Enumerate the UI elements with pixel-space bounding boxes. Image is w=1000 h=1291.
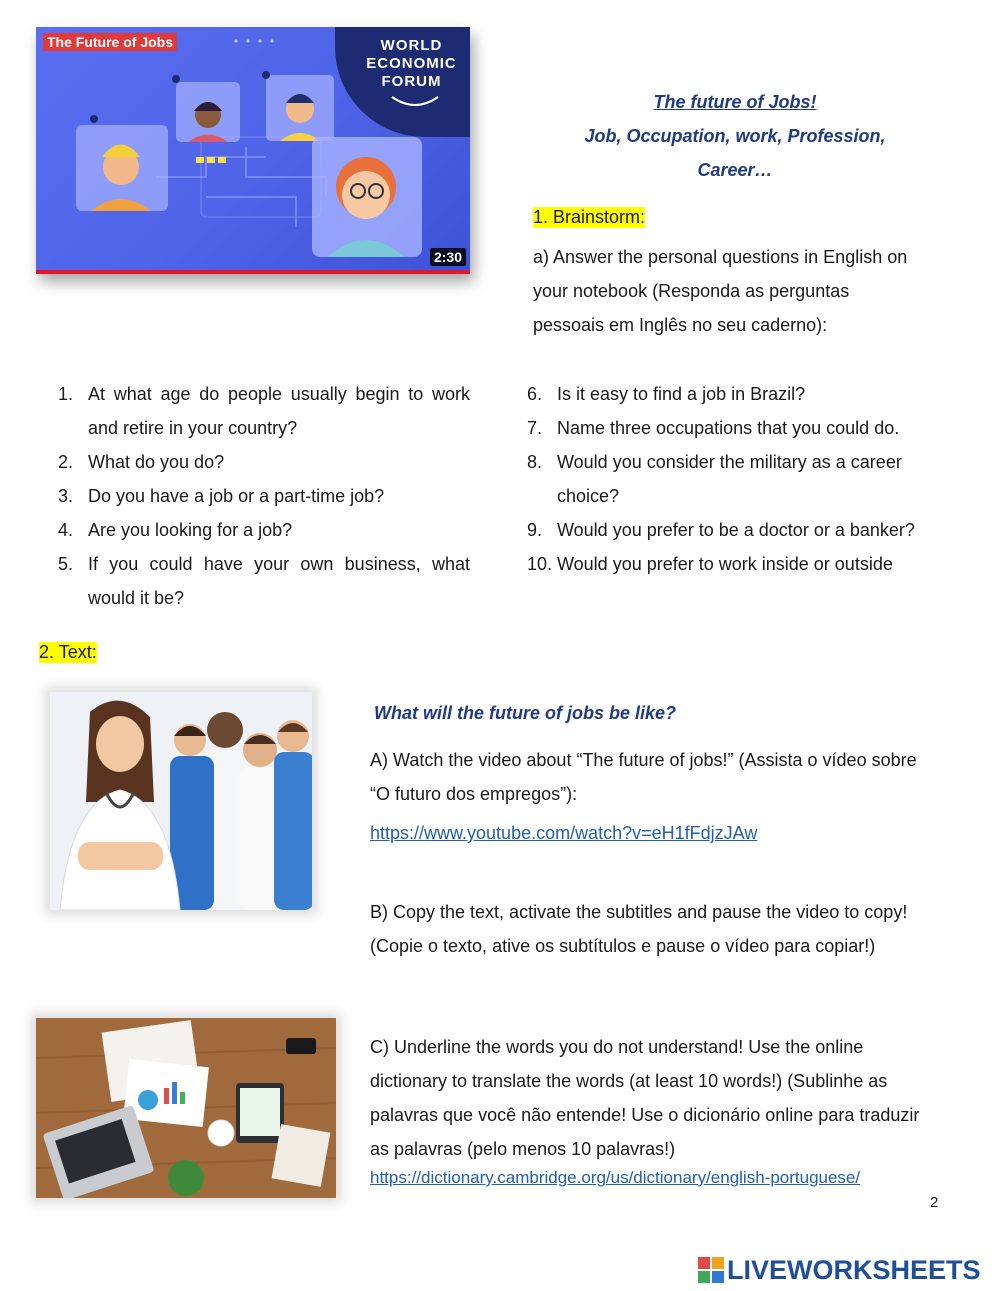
page-subtitle: Job, Occupation, work, Profession, xyxy=(584,126,886,146)
question-number: 1. xyxy=(58,384,74,404)
page-number: 2 xyxy=(930,1194,939,1211)
question-text: Are you looking for a job? xyxy=(88,520,293,540)
question-text: Would you prefer to work inside or outside xyxy=(557,554,893,574)
wef-arc-icon xyxy=(390,95,440,109)
question-text: Name three occupations that you could do. xyxy=(557,418,900,438)
question-number: 2. xyxy=(58,452,74,472)
question-text: What do you do? xyxy=(88,452,225,472)
question-number: 8. xyxy=(527,452,543,472)
question-text: At what age do people usually begin to work and retire in your country? xyxy=(88,384,470,438)
question-list-left xyxy=(58,377,470,615)
question-item xyxy=(527,513,947,547)
question-number: 7. xyxy=(527,418,543,438)
question-text: Do you have a job or a part-time job? xyxy=(88,486,385,506)
page-subtitle: Career… xyxy=(697,160,773,180)
healthcare-team-illustration xyxy=(50,692,312,910)
page-title: The future of Jobs! xyxy=(653,92,817,112)
question-item xyxy=(527,445,947,513)
youtube-link[interactable]: https://www.youtube.com/watch?v=eH1fFdjzJAw xyxy=(370,823,758,843)
instruction-c: C) Underline the words you do not understand! Use the online dictionary to translate the words (at least 10 words!) (Sublinhe as palavras que você não entende! Use o dicionário online para traduzir as palavras (pelo menos 10 palavras!) xyxy=(370,1037,920,1159)
wef-logo-line: WORLD xyxy=(380,37,443,54)
office-desk-photo xyxy=(36,1018,336,1198)
instruction-a: A) Watch the video about “The future of jobs!” (Assista o vídeo sobre “O futuro dos empregos”): xyxy=(370,750,917,804)
question-text: If you could have your own business, what would it be? xyxy=(88,554,470,608)
brainstorm-instruction: a) Answer the personal questions in English on your notebook (Responda as perguntas pessoais em Inglês no seu caderno): xyxy=(533,247,908,335)
question-number: 6. xyxy=(527,384,543,404)
question-text: Is it easy to find a job in Brazil? xyxy=(557,384,806,404)
question-item xyxy=(58,377,470,445)
video-duration-badge: 2:30 xyxy=(430,248,466,266)
liveworksheets-brand[interactable] xyxy=(698,1255,981,1285)
office-desk-illustration xyxy=(36,1018,336,1198)
liveworksheets-wordmark: LIVEWORKSHEETS xyxy=(727,1254,981,1285)
wef-logo-line: ECONOMIC xyxy=(366,55,457,72)
question-item xyxy=(58,445,470,479)
question-number: 10. xyxy=(527,554,553,574)
question-text: Would you consider the military as a career choice? xyxy=(557,452,902,506)
reading-question: What will the future of jobs be like? xyxy=(374,703,677,723)
question-item xyxy=(527,411,947,445)
question-number: 9. xyxy=(527,520,543,540)
question-item xyxy=(527,377,947,411)
wef-logo-line: FORUM xyxy=(381,73,442,90)
instruction-b: B) Copy the text, activate the subtitles and pause the video to copy! (Copie o texto, ative os subtítulos e pause o vídeo para copiar!) xyxy=(370,902,908,956)
video-thumbnail[interactable] xyxy=(36,27,470,274)
video-title-label: The Future of Jobs xyxy=(43,33,177,51)
question-item xyxy=(58,479,470,513)
question-item xyxy=(527,547,947,581)
brainstorm-heading: 1. Brainstorm: xyxy=(533,207,646,227)
text-section-heading: 2. Text: xyxy=(39,642,97,662)
question-number: 5. xyxy=(58,554,74,574)
question-number: 4. xyxy=(58,520,74,540)
dictionary-link[interactable]: https://dictionary.cambridge.org/us/dictionary/english-portuguese/ xyxy=(370,1168,861,1187)
question-item xyxy=(58,513,470,547)
question-item xyxy=(58,547,470,615)
question-list-right xyxy=(527,377,947,581)
wef-logo xyxy=(359,37,464,91)
question-number: 3. xyxy=(58,486,74,506)
liveworksheets-logo-icon xyxy=(698,1257,724,1283)
question-text: Would you prefer to be a doctor or a banker? xyxy=(557,520,915,540)
healthcare-team-photo xyxy=(50,692,312,910)
